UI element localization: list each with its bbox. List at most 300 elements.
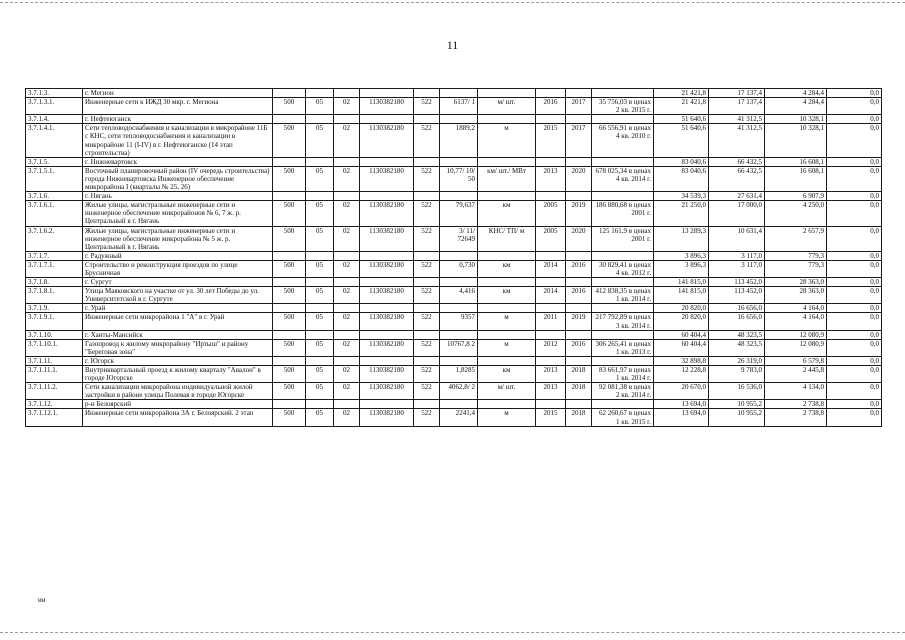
cell-z: 0,0 [827,201,882,226]
cell-z: 0,0 [827,115,882,124]
page-number: 11 [446,38,459,52]
cell-empty [478,89,536,98]
cell-num: 3.7.1.6.2. [26,226,83,251]
cell-num: 3.7.1.6.1. [26,201,83,226]
cell-empty [478,330,536,339]
cell-e: 522 [414,98,440,115]
cell-f: 10 631,4 [709,226,765,251]
cell-empty [478,157,536,166]
cell-name: Газопровод к жилому микрорайону "Иртыш" и району "Береговая зона" [83,339,273,356]
cell-num: 3.7.1.5. [26,157,83,166]
cell-num: 3.7.1.3.1. [26,98,83,115]
cell-d: 1130382180 [360,124,414,157]
cell-cap: 10767,8 2 [440,339,478,356]
cell-f: 113 452,0 [709,278,765,287]
cell-o: 6 907,9 [765,192,827,201]
cell-d: 1130382180 [360,260,414,277]
cell-num: 3.7.1.4. [26,115,83,124]
cell-cost: 30 829,41 в ценах 4 кв. 2012 г. [592,260,654,277]
table-body [26,89,882,427]
cell-empty [306,192,334,201]
cell-f: 66 432,5 [709,157,765,166]
cell-cost: 306 265,41 в ценах 1 кв. 2013 г. [592,339,654,356]
cell-y2: 2016 [566,260,592,277]
cell-empty [414,157,440,166]
cell-y1: 2016 [536,98,566,115]
cell-c: 02 [334,287,360,304]
cell-d: 1130382180 [360,409,414,426]
cell-t: 12 228,8 [654,366,709,383]
cell-cap: 79,637 [440,201,478,226]
cell-name: р-н Белоярский [83,400,273,409]
cell-z: 0,0 [827,366,882,383]
cell-o: 28 363,0 [765,287,827,304]
cell-t: 141 815,0 [654,287,709,304]
cell-c: 02 [334,226,360,251]
cell-y1: 2014 [536,260,566,277]
municipality-row [26,400,882,409]
cell-empty [414,304,440,313]
cell-o: 10 328,1 [765,124,827,157]
object-row [26,98,882,115]
cell-empty [440,304,478,313]
cell-num: 3.7.1.10.1. [26,339,83,356]
cell-o: 4 164,0 [765,304,827,313]
cell-empty [536,251,566,260]
cell-b: 05 [306,287,334,304]
cell-z: 0,0 [827,226,882,251]
cell-t: 34 539,3 [654,192,709,201]
cell-empty [334,400,360,409]
cell-z: 0,0 [827,356,882,365]
cell-name: г. Ханты-Мансийск [83,330,273,339]
cell-empty [566,89,592,98]
cell-a: 500 [273,339,306,356]
cell-e: 522 [414,260,440,277]
cell-cap: 1889,2 [440,124,478,157]
cell-z: 0,0 [827,383,882,400]
cell-empty [592,192,654,201]
cell-y2: 2020 [566,166,592,191]
cell-z: 0,0 [827,89,882,98]
cell-num: 3.7.1.8. [26,278,83,287]
cell-empty [360,304,414,313]
cell-name: Строительство и реконструкция проездов по улице Брусничная [83,260,273,277]
cell-o: 2 738,8 [765,409,827,426]
cell-b: 05 [306,201,334,226]
cell-empty [360,400,414,409]
cell-empty [273,89,306,98]
cell-o: 12 080,9 [765,339,827,356]
cell-num: 3.7.1.12. [26,400,83,409]
cell-empty [334,89,360,98]
cell-empty [273,115,306,124]
cell-empty [273,192,306,201]
cell-d: 1130382180 [360,313,414,330]
cell-empty [360,89,414,98]
cell-num: 3.7.1.6. [26,192,83,201]
cell-empty [478,356,536,365]
cell-empty [478,304,536,313]
cell-b: 05 [306,226,334,251]
cell-cost: 92 081,38 в ценах 2 кв. 2014 г. [592,383,654,400]
cell-empty [440,192,478,201]
cell-cap: 3/ 11/ 72649 [440,226,478,251]
cell-y2: 2018 [566,366,592,383]
cell-empty [273,304,306,313]
cell-c: 02 [334,313,360,330]
cell-name: Восточный планировочный район (IV очередь строительства) города Нижневартовска Инженерное обеспечение микрорайона I (кварталы № 25, 26) [83,166,273,191]
cell-name: г. Сургут [83,278,273,287]
cell-name: г. Радужный [83,251,273,260]
cell-d: 1130382180 [360,166,414,191]
cell-empty [273,330,306,339]
cell-b: 05 [306,366,334,383]
cell-f: 3 117,0 [709,251,765,260]
cell-unit: км [478,201,536,226]
cell-num: 3.7.1.9. [26,304,83,313]
cell-o: 4 284,4 [765,89,827,98]
cell-empty [592,356,654,365]
cell-empty [566,356,592,365]
cell-empty [566,192,592,201]
cell-o: 10 328,1 [765,115,827,124]
cell-num: 3.7.1.11.1. [26,366,83,383]
cell-f: 3 117,0 [709,260,765,277]
cell-f: 17 137,4 [709,89,765,98]
cell-a: 500 [273,366,306,383]
bottom-scan-border [0,632,905,633]
cell-z: 0,0 [827,98,882,115]
object-row [26,260,882,277]
cell-empty [306,157,334,166]
cell-cost: 125 161,9 в ценах 2001 г. [592,226,654,251]
cell-cap: 0,730 [440,260,478,277]
object-row [26,313,882,330]
cell-empty [440,251,478,260]
cell-empty [536,304,566,313]
cell-c: 02 [334,201,360,226]
cell-num: 3.7.1.5.1. [26,166,83,191]
cell-z: 0,0 [827,260,882,277]
cell-empty [592,89,654,98]
cell-empty [414,115,440,124]
cell-f: 66 432,5 [709,166,765,191]
municipality-row [26,330,882,339]
cell-unit: м [478,313,536,330]
cell-num: 3.7.1.7. [26,251,83,260]
municipality-row [26,356,882,365]
cell-d: 1130382180 [360,201,414,226]
cell-c: 02 [334,166,360,191]
cell-b: 05 [306,383,334,400]
cell-empty [440,400,478,409]
cell-a: 500 [273,166,306,191]
cell-empty [440,356,478,365]
cell-b: 05 [306,166,334,191]
cell-cost: 412 838,35 в ценах 1 кв. 2014 г. [592,287,654,304]
cell-unit: км [478,366,536,383]
cell-y2: 2020 [566,226,592,251]
cell-t: 21 421,8 [654,98,709,115]
cell-y1: 2015 [536,409,566,426]
cell-empty [440,157,478,166]
cell-b: 05 [306,124,334,157]
cell-empty [273,356,306,365]
cell-empty [592,400,654,409]
cell-empty [306,330,334,339]
cell-empty [334,192,360,201]
investment-table [25,88,882,427]
cell-cost: 217 792,89 в ценах 3 кв. 2014 г. [592,313,654,330]
cell-f: 48 323,5 [709,339,765,356]
cell-empty [440,89,478,98]
cell-empty [440,330,478,339]
cell-t: 13 694,0 [654,400,709,409]
cell-a: 500 [273,226,306,251]
cell-t: 20 820,0 [654,304,709,313]
cell-b: 05 [306,409,334,426]
cell-y1: 2013 [536,166,566,191]
cell-empty [414,89,440,98]
cell-empty [273,157,306,166]
cell-z: 0,0 [827,313,882,330]
cell-y1: 2014 [536,287,566,304]
cell-unit: КНС/ ТП/ м [478,226,536,251]
cell-d: 1130382180 [360,339,414,356]
cell-o: 6 579,8 [765,356,827,365]
cell-empty [592,157,654,166]
cell-empty [478,115,536,124]
cell-t: 20 670,0 [654,383,709,400]
cell-empty [306,251,334,260]
municipality-row [26,115,882,124]
cell-empty [306,115,334,124]
cell-num: 3.7.1.11. [26,356,83,365]
cell-c: 02 [334,339,360,356]
cell-c: 02 [334,260,360,277]
cell-f: 16 656,0 [709,313,765,330]
cell-z: 0,0 [827,339,882,356]
cell-t: 51 640,6 [654,115,709,124]
object-row [26,383,882,400]
cell-d: 1130382180 [360,287,414,304]
cell-empty [360,192,414,201]
cell-d: 1130382180 [360,383,414,400]
cell-t: 20 820,0 [654,313,709,330]
cell-a: 500 [273,260,306,277]
municipality-row [26,251,882,260]
cell-y1: 2012 [536,339,566,356]
cell-name: Жилые улицы, магистральные инженерные сети и инженерное обеспечение микрорайонов № 6, 7 ж. р. Центральный в г. Нягань [83,201,273,226]
cell-cap: 9357 [440,313,478,330]
cell-y2: 2016 [566,339,592,356]
cell-num: 3.7.1.10. [26,330,83,339]
cell-empty [306,278,334,287]
cell-cap: 4062,8/ 2 [440,383,478,400]
cell-name: Инженерные сети микрорайона 3А г. Белоярский. 2 этап [83,409,273,426]
cell-empty [360,157,414,166]
cell-empty [414,330,440,339]
cell-empty [334,330,360,339]
cell-z: 0,0 [827,304,882,313]
cell-unit: км [478,287,536,304]
cell-e: 522 [414,409,440,426]
cell-y2: 2017 [566,124,592,157]
cell-num: 3.7.1.7.1. [26,260,83,277]
cell-empty [334,157,360,166]
cell-z: 0,0 [827,287,882,304]
cell-empty [334,251,360,260]
cell-f: 26 319,0 [709,356,765,365]
cell-b: 05 [306,339,334,356]
cell-empty [536,330,566,339]
cell-cost: 83 661,97 в ценах 1 кв. 2014 г. [592,366,654,383]
cell-o: 28 363,0 [765,278,827,287]
cell-c: 02 [334,383,360,400]
cell-cap: 6137/ 1 [440,98,478,115]
cell-e: 522 [414,383,440,400]
footer-mark: ии [38,596,46,604]
cell-name: Инженерные сети к ИЖД 30 мкр. г. Мегиона [83,98,273,115]
cell-e: 522 [414,366,440,383]
cell-name: г. Нижневартовск [83,157,273,166]
cell-empty [360,356,414,365]
cell-empty [478,400,536,409]
cell-z: 0,0 [827,124,882,157]
cell-t: 83 040,6 [654,157,709,166]
cell-cap: 1,8285 [440,366,478,383]
cell-a: 500 [273,383,306,400]
cell-z: 0,0 [827,330,882,339]
cell-y2: 2019 [566,201,592,226]
cell-empty [334,304,360,313]
cell-name: г. Нефтеюганск [83,115,273,124]
cell-empty [536,89,566,98]
cell-cap: 4,416 [440,287,478,304]
cell-o: 779,3 [765,260,827,277]
cell-empty [414,251,440,260]
cell-empty [306,356,334,365]
cell-empty [478,251,536,260]
cell-y1: 2013 [536,366,566,383]
cell-y1: 2005 [536,201,566,226]
object-row [26,124,882,157]
cell-o: 12 080,9 [765,330,827,339]
cell-unit: м/ шт. [478,383,536,400]
cell-num: 3.7.1.8.1. [26,287,83,304]
cell-name: Жилые улицы, магистральные инженерные сети и инженерное обеспечение микрорайона № 5 ж. р. Центральный в г. Нягань [83,226,273,251]
cell-f: 41 312,5 [709,115,765,124]
object-row [26,226,882,251]
cell-f: 16 656,0 [709,304,765,313]
cell-e: 522 [414,339,440,356]
cell-y2: 2018 [566,383,592,400]
object-row [26,201,882,226]
cell-a: 500 [273,201,306,226]
cell-empty [414,356,440,365]
cell-empty [478,278,536,287]
cell-name: Улица Маяковского на участке от ул. 30 лет Победы до ул. Университетской в г. Сургуте [83,287,273,304]
cell-cost: 62 260,67 в ценах 1 кв. 2015 г. [592,409,654,426]
municipality-row [26,278,882,287]
cell-y1: 2005 [536,226,566,251]
cell-empty [536,115,566,124]
cell-t: 51 640,6 [654,124,709,157]
cell-z: 0,0 [827,400,882,409]
cell-num: 3.7.1.11.2. [26,383,83,400]
cell-empty [360,330,414,339]
cell-empty [536,278,566,287]
cell-z: 0,0 [827,157,882,166]
cell-o: 4 250,0 [765,201,827,226]
cell-empty [536,157,566,166]
cell-d: 1130382180 [360,98,414,115]
cell-t: 83 040,6 [654,166,709,191]
cell-o: 16 608,1 [765,166,827,191]
cell-a: 500 [273,98,306,115]
cell-y1: 2015 [536,124,566,157]
cell-e: 522 [414,166,440,191]
cell-unit: м/ шт. [478,98,536,115]
cell-empty [536,356,566,365]
cell-empty [566,157,592,166]
cell-z: 0,0 [827,166,882,191]
cell-unit: м [478,124,536,157]
cell-t: 3 896,3 [654,251,709,260]
cell-t: 141 815,0 [654,278,709,287]
cell-empty [566,278,592,287]
cell-y2: 2019 [566,313,592,330]
cell-b: 05 [306,313,334,330]
cell-name: Сети тепловодоснабжения и канализации в микрорайоне 11Б с КНС, сети тепловодоснабжения и канализации в микрорайоне 11 (I-IV) в г. Нефтеюганске (14 этап строительства) [83,124,273,157]
object-row [26,166,882,191]
cell-e: 522 [414,313,440,330]
cell-z: 0,0 [827,278,882,287]
cell-empty [306,400,334,409]
cell-f: 113 452,0 [709,287,765,304]
cell-empty [360,278,414,287]
cell-empty [273,400,306,409]
cell-e: 522 [414,287,440,304]
cell-empty [566,400,592,409]
cell-empty [414,192,440,201]
cell-empty [273,278,306,287]
cell-cost: 678 025,34 в ценах 4 кв. 2014 г. [592,166,654,191]
cell-empty [536,400,566,409]
cell-num: 3.7.1.12.1. [26,409,83,426]
object-row [26,366,882,383]
cell-cap: 2241,4 [440,409,478,426]
cell-empty [360,115,414,124]
cell-f: 16 536,0 [709,383,765,400]
cell-empty [592,251,654,260]
cell-name: г. Нягань [83,192,273,201]
cell-c: 02 [334,124,360,157]
cell-t: 21 250,0 [654,201,709,226]
cell-name: Сети канализации микрорайона индивидуальной жилой застройки в районе улицы Полевая в городе Югорске [83,383,273,400]
cell-f: 27 631,4 [709,192,765,201]
cell-c: 02 [334,366,360,383]
cell-empty [414,278,440,287]
cell-t: 21 421,8 [654,89,709,98]
cell-y2: 2017 [566,98,592,115]
cell-e: 522 [414,201,440,226]
cell-y2: 2018 [566,409,592,426]
cell-z: 0,0 [827,251,882,260]
cell-f: 17 000,0 [709,201,765,226]
cell-f: 41 312,5 [709,124,765,157]
